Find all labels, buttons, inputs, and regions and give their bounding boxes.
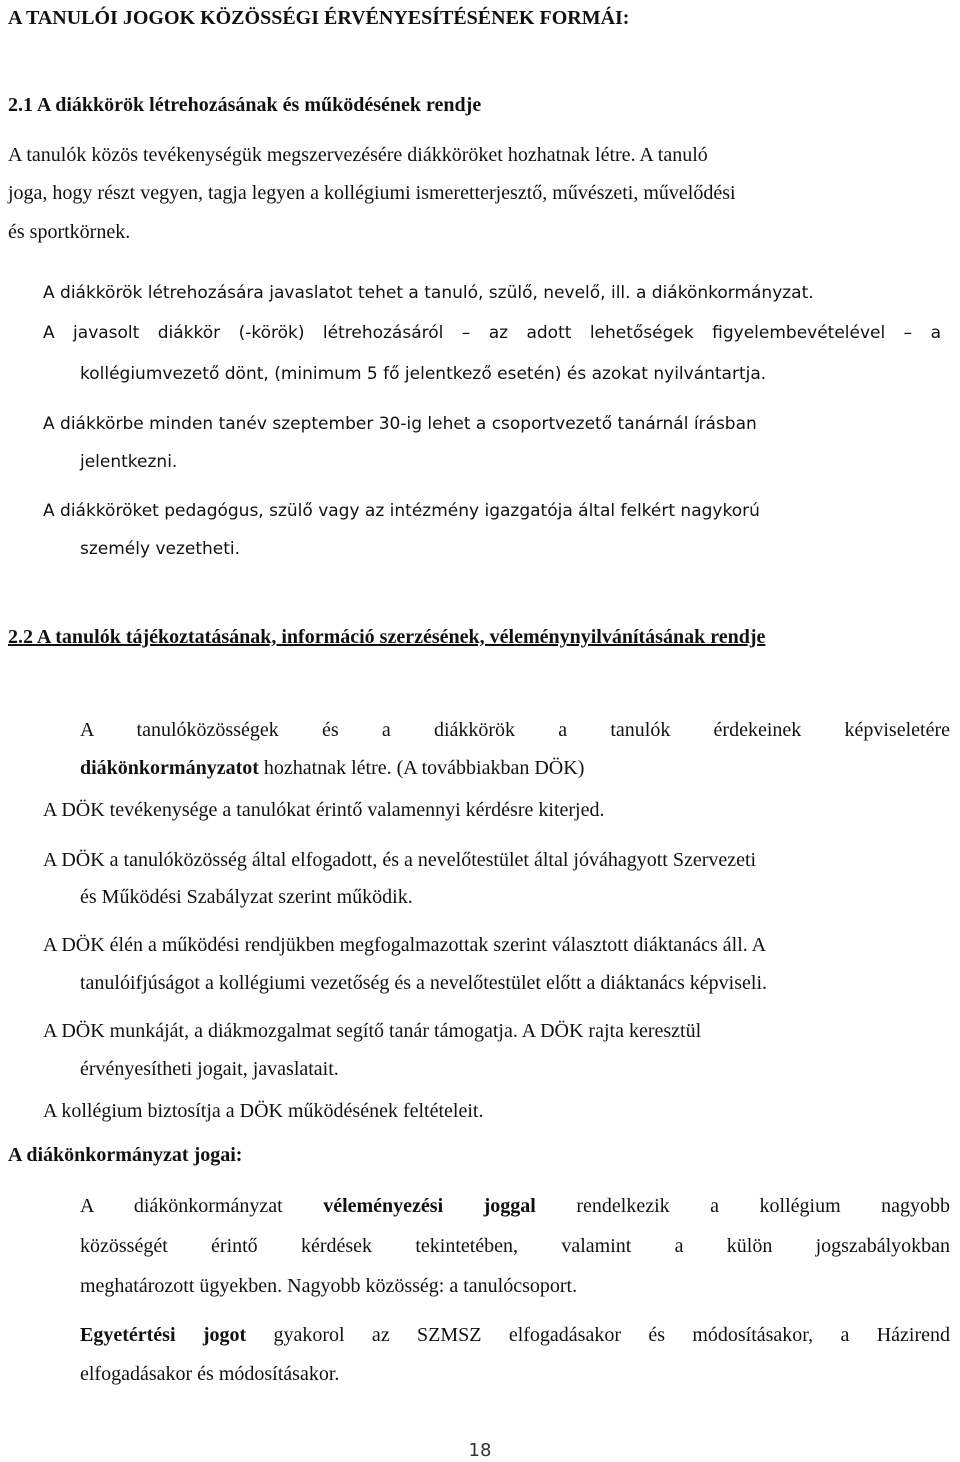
- rights-heading: A diákönkormányzat jogai:: [8, 1144, 243, 1166]
- s22-paragraph-6: A kollégium biztosítja a DÖK működésének feltételeit.: [43, 1100, 484, 1122]
- bold-term: Egyetértési jogot: [80, 1324, 247, 1346]
- bold-term: diákönkormányzatot: [80, 757, 259, 779]
- text-line: A javasolt diákkör (-körök) létrehozásáról – az adott lehetőségek figyelembevételével – a: [43, 323, 941, 343]
- section-2-2-title: 2.2 A tanulók tájékoztatásának, információ szerzésének, véleménynyilvánításának rendje: [8, 626, 766, 648]
- text-line: közösségét érintő kérdések tekintetében, valamint a külön jogszabályokban: [80, 1235, 950, 1257]
- text-line: elfogadásakor és módosításakor.: [80, 1363, 340, 1385]
- text-line: [80, 1196, 950, 1216]
- text-line: A DÖK élén a működési rendjükben megfogalmazottak szerint választott diáktanács áll. A: [43, 934, 767, 956]
- text-line: kollégiumvezető dönt, (minimum 5 fő jelentkező esetén) és azokat nyilvántartja.: [80, 364, 767, 384]
- text-line: A diákkörbe minden tanév szeptember 30-ig lehet a csoportvezető tanárnál írásban: [43, 414, 757, 434]
- text-line: joga, hogy részt vegyen, tagja legyen a kollégiumi ismeretterjesztő, művészeti, művelődési: [8, 182, 736, 204]
- s22-paragraph-2: A DÖK tevékenysége a tanulókat érintő valamennyi kérdésre kiterjed.: [43, 799, 605, 821]
- text-run: gyakorol az SZMSZ elfogadásakor és módosításakor, a Házirend: [246, 1324, 951, 1346]
- text-line: érvényesítheti jogait, javaslatait.: [80, 1058, 339, 1080]
- text-line: meghatározott ügyekben. Nagyobb közösség: a tanulócsoport.: [80, 1275, 578, 1297]
- section-2-1-title: 2.1 A diákkörök létrehozásának és működésének rendje: [8, 94, 482, 116]
- text-line: tanulóifjúságot a kollégiumi vezetőség és a nevelőtestület előtt a diáktanács képviseli.: [80, 972, 768, 994]
- text-line: [80, 1325, 950, 1345]
- text-line: A DÖK munkáját, a diákmozgalmat segítő tanár támogatja. A DÖK rajta keresztül: [43, 1020, 702, 1042]
- text-line: A diákköröket pedagógus, szülő vagy az intézmény igazgatója által felkért nagykorú: [43, 501, 760, 521]
- text-line: A tanulóközösségek és a diákkörök a tanulók érdekeinek képviseletére: [80, 719, 950, 741]
- text-run: A diákönkormányzat: [80, 1195, 324, 1217]
- text-line: jelentkezni.: [80, 452, 178, 472]
- text-run: rendelkezik a kollégium nagyobb: [535, 1195, 950, 1217]
- text-line: és Működési Szabályzat szerint működik.: [80, 886, 413, 908]
- text-line: [80, 758, 584, 778]
- main-heading: A TANULÓI JOGOK KÖZÖSSÉGI ÉRVÉNYESÍTÉSÉNEK FORMÁI:: [8, 7, 630, 29]
- text-line: személy vezetheti.: [80, 539, 241, 559]
- bold-term: véleményezési joggal: [323, 1195, 536, 1217]
- text-run: hozhatnak létre. (A továbbiakban DÖK): [258, 757, 585, 779]
- s21-paragraph-2: A diákkörök létrehozására javaslatot tehet a tanuló, szülő, nevelő, ill. a diákönkormányzat.: [43, 283, 814, 303]
- text-line: A DÖK a tanulóközösség által elfogadott, és a nevelőtestület által jóváhagyott Szervezeti: [43, 849, 757, 871]
- page-number: 18: [468, 1440, 492, 1461]
- text-line: és sportkörnek.: [8, 221, 131, 243]
- text-line: A tanulók közös tevékenységük megszervezésére diákköröket hozhatnak létre. A tanuló: [8, 144, 708, 166]
